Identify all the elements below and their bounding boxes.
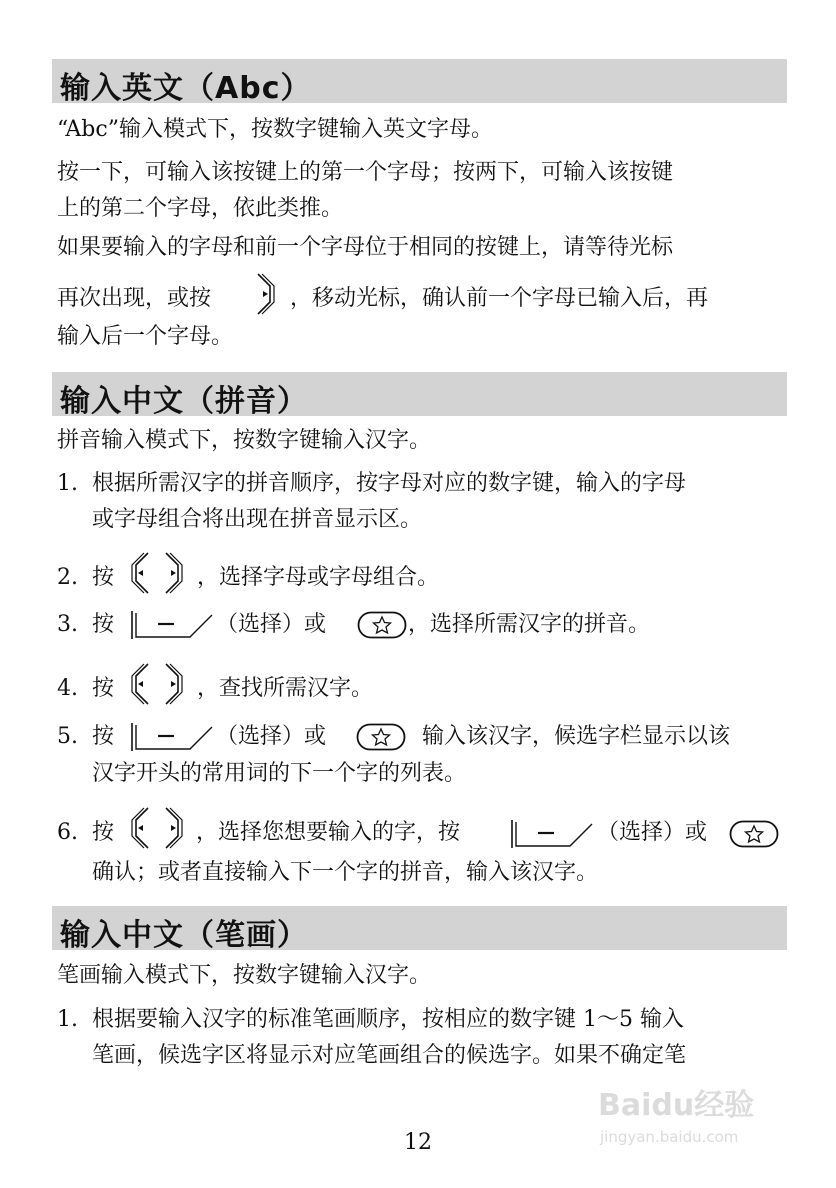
nav-left-right-icon [131,806,195,852]
pinyin-step3-text: ，选择所需汉字的拼音。 [408,612,651,637]
pinyin-step3-select: （选择）或 [216,612,327,637]
pinyin-step6-line2: 确认；或者直接输入下一个字的拼音，输入该汉字。 [92,860,599,885]
pinyin-step2-number: 2. [57,565,78,590]
abc-p3-line1: 如果要输入的字母和前一个字母位于相同的按键上，请等待光标 [57,235,674,260]
section-header-pinyin [52,372,787,419]
pinyin-step4-text: ，查找所需汉字。 [197,676,374,701]
star-key-icon [729,820,779,848]
page-number: 12 [404,1130,432,1155]
stroke-step1-number: 1. [57,1007,78,1032]
star-key-icon [356,723,406,751]
watermark-logo: Baidu经验 [598,1088,755,1123]
section-title-abc: 输入英文（Abc） [60,71,312,106]
abc-p3-line3: 输入后一个字母。 [57,324,234,349]
pinyin-step6-text: ，选择您想要输入的字，按 [196,820,461,845]
pinyin-step6-number: 6. [57,820,78,845]
left-softkey-icon [130,721,216,753]
pinyin-intro: 拼音输入模式下，按数字键输入汉字。 [57,428,432,453]
pinyin-step2-press: 按 [92,565,115,590]
nav-left-right-icon [131,551,195,597]
section-title-pinyin: 输入中文（拼音） [60,384,308,419]
star-key-icon [357,611,407,639]
pinyin-step4-number: 4. [57,676,78,701]
left-softkey-icon [510,818,596,850]
abc-p2-line2: 上的第二个字母，依此类推。 [57,196,344,221]
pinyin-step1-line1: 根据所需汉字的拼音顺序，按字母对应的数字键，输入的字母 [92,471,687,496]
pinyin-step5-line2: 汉字开头的常用词的下一个字的列表。 [92,761,467,786]
pinyin-step5-text: 输入该汉字，候选字栏显示以该 [422,724,731,749]
section-header-abc [52,59,787,106]
pinyin-step5-number: 5. [57,724,78,749]
pinyin-step3-press: 按 [92,612,115,637]
pinyin-step2-text: ，选择字母或字母组合。 [197,565,440,590]
pinyin-step3-number: 3. [57,612,78,637]
abc-p3-line2b: ，移动光标，确认前一个字母已输入后，再 [290,286,709,311]
abc-intro: “Abc”输入模式下，按数字键输入英文字母。 [57,117,493,142]
pinyin-step1-number: 1. [57,471,78,496]
section-title-stroke: 输入中文（笔画） [60,918,308,953]
nav-left-right-icon [131,662,195,708]
pinyin-step6-select: （选择）或 [597,820,708,845]
section-header-stroke [52,906,787,953]
pinyin-step5-press: 按 [92,724,115,749]
stroke-step1-line2: 笔画，候选字区将显示对应笔画组合的候选字。如果不确定笔 [92,1043,687,1068]
pinyin-step6-press: 按 [92,820,115,845]
pinyin-step5-select: （选择）或 [216,724,327,749]
stroke-step1-line1: 根据要输入汉字的标准笔画顺序，按相应的数字键 1～5 输入 [92,1007,684,1032]
stroke-intro: 笔画输入模式下，按数字键输入汉字。 [57,963,432,988]
watermark-url: jingyan.baidu.com [600,1128,739,1146]
pinyin-step1-line2: 或字母组合将出现在拼音显示区。 [92,507,423,532]
pinyin-step4-press: 按 [92,676,115,701]
left-softkey-icon [130,609,216,641]
nav-right-icon [255,272,279,318]
abc-p3-line2a: 再次出现，或按 [57,286,212,311]
abc-p2-line1: 按一下，可输入该按键上的第一个字母；按两下，可输入该按键 [57,160,674,185]
